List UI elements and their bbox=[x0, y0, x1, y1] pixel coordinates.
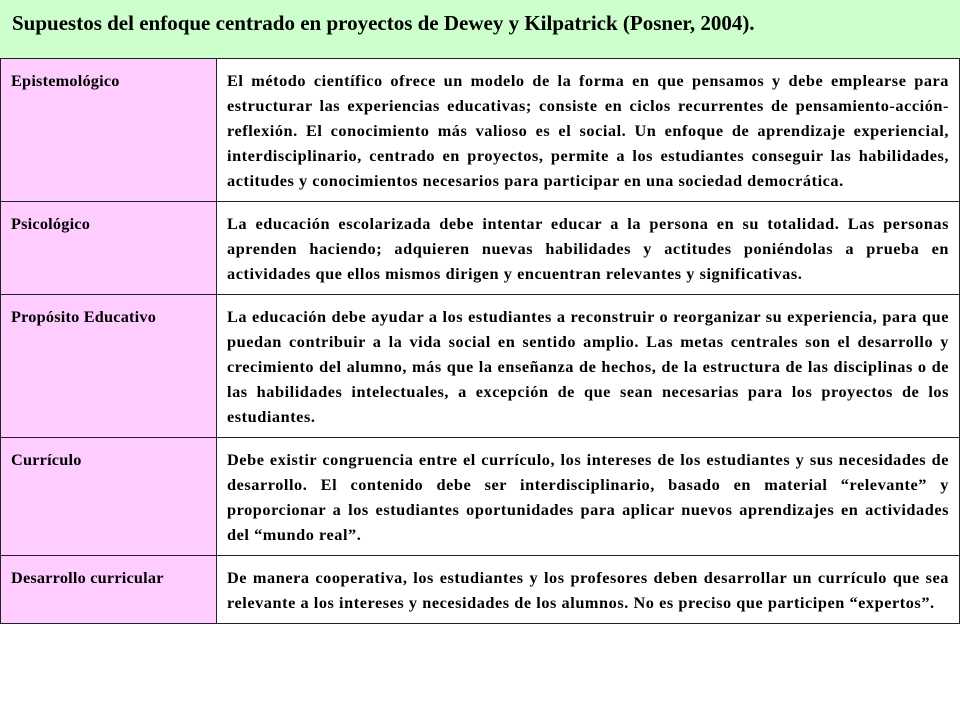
page-title: Supuestos del enfoque centrado en proyectos de Dewey y Kilpatrick (Posner, 2004). bbox=[12, 11, 755, 35]
table-row bbox=[1, 59, 960, 202]
assumptions-table bbox=[0, 58, 960, 624]
row-label: Epistemológico bbox=[1, 59, 217, 202]
table-row bbox=[1, 556, 960, 624]
row-label: Propósito Educativo bbox=[1, 295, 217, 438]
row-label: Desarrollo curricular bbox=[1, 556, 217, 624]
table-row bbox=[1, 438, 960, 556]
table-row bbox=[1, 202, 960, 295]
row-description: La educación debe ayudar a los estudiantes a reconstruir o reorganizar su experiencia, para que puedan contribuir a la vida social en sentido amplio. Las metas centrales son el desarrollo y crecimiento del alumno, más que la enseñanza de hechos, de la estructura de las disciplinas o de las habilidades intelectuales, a excepción de que sean necesarias para los proyectos de los estudiantes. bbox=[217, 295, 960, 438]
row-description: La educación escolarizada debe intentar educar a la persona en su totalidad. Las personas aprenden haciendo; adquieren nuevas habilidades y actitudes poniéndolas a prueba en actividades que ellos mismos dirigen y encuentran relevantes y significativas. bbox=[217, 202, 960, 295]
row-description: El método científico ofrece un modelo de la forma en que pensamos y debe emplearse para estructurar las experiencias educativas; consiste en ciclos recurrentes de pensamiento-acción-reflexión. El conocimiento más valioso es el social. Un enfoque de aprendizaje experiencial, interdisciplinario, centrado en proyectos, permite a los estudiantes conseguir las habilidades, actitudes y conocimientos necesarios para participar en una sociedad democrática. bbox=[217, 59, 960, 202]
table-row bbox=[1, 295, 960, 438]
row-description: Debe existir congruencia entre el currículo, los intereses de los estudiantes y sus necesidades de desarrollo. El contenido debe ser interdisciplinario, basado en material “relevante” y proporcionar a los estudiantes oportunidades para aplicar nuevos aprendizajes en actividades del “mundo real”. bbox=[217, 438, 960, 556]
row-label: Psicológico bbox=[1, 202, 217, 295]
row-description: De manera cooperativa, los estudiantes y los profesores deben desarrollar un currículo que sea relevante a los intereses y necesidades de los alumnos. No es preciso que participen “expertos”. bbox=[217, 556, 960, 624]
title-bar bbox=[0, 0, 960, 58]
row-label: Currículo bbox=[1, 438, 217, 556]
